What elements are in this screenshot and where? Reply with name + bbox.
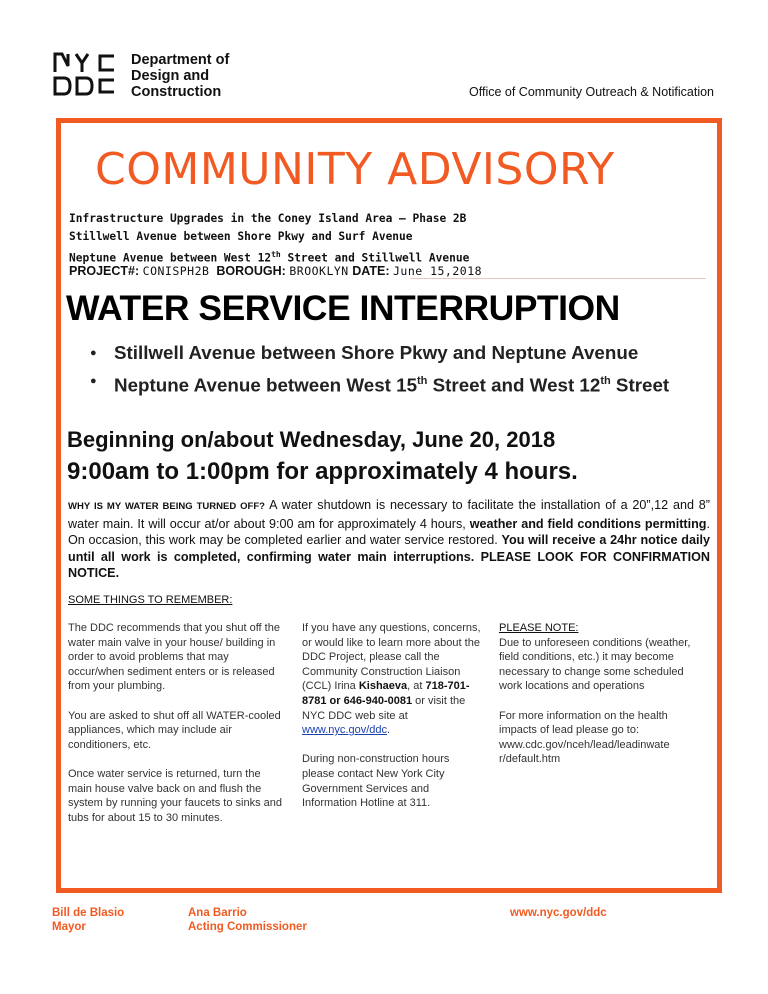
column-2: [302, 621, 482, 825]
headline: WATER SERVICE INTERRUPTION: [66, 288, 620, 328]
advisory-title: COMMUNITY ADVISORY: [95, 144, 615, 195]
affected-streets-list: [90, 340, 700, 400]
department-line-2: Design and: [131, 68, 210, 84]
remember-heading: SOME THINGS TO REMEMBER:: [68, 594, 233, 606]
borough-label: BOROUGH:: [216, 264, 286, 278]
date-label: DATE:: [352, 264, 390, 278]
project-info: [69, 210, 469, 268]
mayor-title: Mayor: [52, 921, 86, 933]
info-line-3: Neptune Avenue between West 12th Street and Stillwell Avenue: [69, 250, 470, 265]
commissioner-title: Acting Commissioner: [188, 921, 307, 933]
col1-paragraph-2: You are asked to shut off all WATER-cooled appliances, which may include air conditioners, etc.: [68, 709, 281, 751]
time-window: 9:00am to 1:00pm for approximately 4 hours.: [67, 458, 578, 485]
col1-paragraph-3: Once water service is returned, turn the main house valve back on and flush the system by running your faucets to sinks and tubs for about 15 to 30 minutes.: [68, 767, 282, 824]
list-item: ● Neptune Avenue between West 15th Street and West 12th Street: [90, 368, 700, 398]
liaison-name: Kishaeva: [358, 680, 408, 693]
col3-paragraph-2: For more information on the health impacts of lead please go to: www.cdc.gov/nceh/lead/leadinwate r/default.htm: [499, 709, 670, 766]
info-line-1: Infrastructure Upgrades in the Coney Island Area – Phase 2B: [69, 212, 467, 225]
column-3: [499, 621, 699, 782]
divider: [410, 278, 706, 279]
borough-value: BROOKLYN: [289, 264, 349, 278]
ddc-website-link[interactable]: www.nyc.gov/ddc: [302, 724, 387, 737]
office-name: Office of Community Outreach & Notification: [469, 85, 715, 99]
date-value: June 15,2018: [392, 264, 483, 278]
col1-paragraph-1: The DDC recommends that you shut off the water main valve in your house/ building in order to avoid problems that may occur/when sediment enters or is released from your plumbing.: [68, 622, 280, 693]
col2-paragraph-2: During non-construction hours please contact New York City Government Services and Information Hotline at 311.: [302, 753, 450, 810]
liaison-phone: 718-701-8781 or 646-940-0081: [302, 680, 470, 707]
please-note-heading: PLEASE NOTE:: [499, 622, 579, 634]
mayor-name: Bill de Blasio: [52, 907, 125, 919]
department-name: [131, 52, 229, 100]
commissioner-name: Ana Barrio: [188, 907, 247, 919]
department-line-3: Construction: [131, 84, 222, 100]
info-line-2: Stillwell Avenue between Shore Pkwy and Surf Avenue: [69, 230, 413, 243]
project-value: CONISPH2B: [142, 264, 210, 278]
footer-website: www.nyc.gov/ddc: [510, 907, 607, 919]
col2-paragraph-1: If you have any questions, concerns, or would like to learn more about the DDC Project, please call the Community Construction Liaison (CCL) Irina Kishaeva, at 718-701-8781 or 646-940-0081 or visit the NYC DDC web site at www.nyc.gov/ddc.: [302, 622, 481, 737]
why-paragraph: WHY IS MY WATER BEING TURNED OFF? A water shutdown is necessary to facilitate the installation of a 20”,12 and 8” water main. It will occur at/or about 9:00 am for approximately 4 hours, weather and field conditions permitting. On occasion, this work may be completed earlier and water service restored. You will receive a 24hr notice daily until all work is completed, confirming water main interruptions. PLEASE LOOK FOR CONFIRMATION NOTICE.: [68, 498, 710, 580]
column-1: [68, 621, 283, 840]
footer-commissioner: [188, 906, 307, 934]
col3-paragraph-1: Due to unforeseen conditions (weather, field conditions, etc.) it may become necessary to change some scheduled work locations and operations: [499, 636, 691, 693]
project-line: [69, 264, 482, 278]
why-label: WHY IS MY WATER BEING TURNED OFF?: [68, 501, 265, 512]
nyc-ddc-logo: [52, 50, 122, 98]
footer-mayor: [52, 906, 124, 934]
list-item: ● Stillwell Avenue between Shore Pkwy and Neptune Avenue: [90, 340, 700, 366]
project-label: PROJECT#:: [69, 264, 140, 278]
department-line-1: Department of: [131, 52, 230, 68]
beginning-date: Beginning on/about Wednesday, June 20, 2018: [67, 427, 556, 452]
